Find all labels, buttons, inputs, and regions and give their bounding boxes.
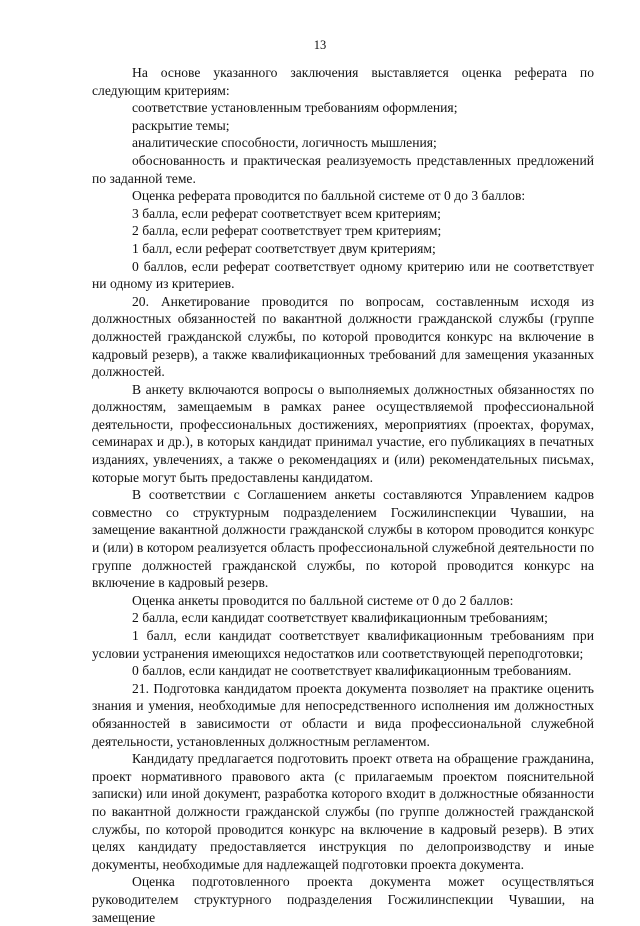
paragraph: 1 балл, если кандидат соответствует квалификационным требованиям при условии устранения имеющихся недостатков или соответствующей переподготовки; [92,628,594,661]
paragraph: 21. Подготовка кандидатом проекта документа позволяет на практике оценить знания и умения, необходимые для непосредственного исполнения им должностных обязанностей в зависимости от области и вида профессиональной служебной деятельности, установленных должностным регламентом. [92,680,594,749]
page-number: 13 [313,38,327,52]
paragraph: В анкету включаются вопросы о выполняемых должностных обязанностях по должностям, замещаемым в рамках ранее осуществляемой профессиональной деятельности, профессиональных достижениях, мероприятиях (проектах, форумах, семинарах и др.), в которых кандидат принимал участие, его публикациях в печатных изданиях, увлечениях, а также о рекомендациях и (или) рекомендательных письмах, которые могут быть предоставлены кандидатом. [92,381,594,485]
paragraph: Оценка реферата проводится по балльной системе от 0 до 3 баллов: [132,188,526,204]
paragraph: Оценка анкеты проводится по балльной системе от 0 до 2 баллов: [132,592,514,608]
paragraph: 0 баллов, если кандидат не соответствует квалификационным требованиям. [132,663,572,679]
paragraph: 2 балла, если реферат соответствует трем критериям; [132,223,442,239]
paragraph: 20. Анкетирование проводится по вопросам, составленным исходя из должностных обязанностей по вакантной должности гражданской службы (группе должностей гражданской службы, по которой проводится конкурс на включение в кадровый резерв), а также квалификационных требований для замещения указанных должностей. [92,293,594,380]
document-body [92,64,594,926]
paragraph: Кандидату предлагается подготовить проект ответа на обращение гражданина, проект нормативного правового акта (с прилагаемым проектом пояснительной записки) или иной документ, разработка которого входит в должностные обязанности по вакантной должности гражданской службы (по группе должностей гражданской службы, по которой проводится конкурс на включение в кадровый резерв). В этих целях кандидату предоставляется инструкция по делопроизводству и иные документы, необходимые для надлежащей подготовки проекта документа. [92,751,594,872]
paragraph: На основе указанного заключения выставляется оценка реферата по следующим критериям: [92,65,594,98]
paragraph: соответствие установленным требованиям оформления; [132,100,458,116]
paragraph: В соответствии с Соглашением анкеты составляются Управлением кадров совместно со структурным подразделением Госжилинспекции Чувашии, на замещение вакантной должности гражданской службы в котором проводится конкурс и (или) в котором реализуется область профессиональной служебной деятельности по группе должностей гражданской службы, по которой проводится конкурс на включение в кадровый резерв. [92,487,594,591]
paragraph: обоснованность и практическая реализуемость представленных предложений по заданной теме. [92,152,594,186]
paragraph: 1 балл, если реферат соответствует двум критериям; [132,240,436,256]
paragraph: аналитические способности, логичность мышления; [132,135,437,151]
paragraph: 0 баллов, если реферат соответствует одному критерию или не соответствует ни одному из критериев. [92,258,594,292]
paragraph: 3 балла, если реферат соответствует всем критериям; [132,205,441,221]
paragraph: раскрытие темы; [132,117,230,133]
paragraph: 2 балла, если кандидат соответствует квалификационным требованиям; [132,610,548,626]
paragraph: Оценка подготовленного проекта документа может осуществляться руководителем структурного подразделения Госжилинспекции Чувашии, на замещение [92,874,594,925]
